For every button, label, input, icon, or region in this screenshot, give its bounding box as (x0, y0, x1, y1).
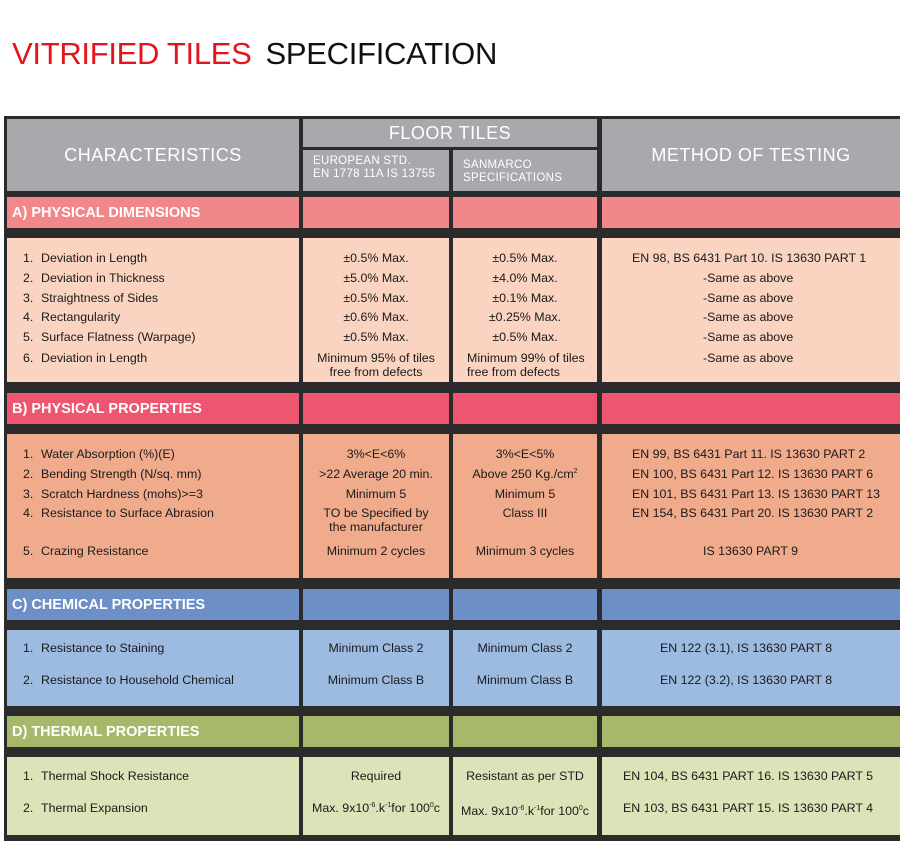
section-b-title: B) PHYSICAL PROPERTIES (7, 393, 299, 424)
section-b-european (303, 434, 449, 578)
table-cell: Minimum 5 (345, 487, 407, 501)
list-item: 1. Water Absorption (%)(E) (23, 447, 175, 461)
list-item: 6. Deviation in Length (23, 351, 148, 365)
section-a-title: A) PHYSICAL DIMENSIONS (7, 197, 299, 228)
section-d-method (602, 757, 900, 835)
list-item: 2. Resistance to Household Chemical (23, 673, 234, 687)
section-a-band-sm (453, 197, 597, 228)
section-c-title: C) CHEMICAL PROPERTIES (7, 589, 299, 620)
section-d-european (303, 757, 449, 835)
section-d-title: D) THERMAL PROPERTIES (7, 716, 299, 747)
table-cell: EN 122 (3.1), IS 13630 PART 8 (660, 641, 833, 655)
title-product: VITRIFIED TILES (12, 36, 252, 71)
section-d-characteristics (7, 757, 299, 835)
list-item: 5. Crazing Resistance (23, 544, 149, 558)
table-cell: Above 250 $Kg./cm^2$ (472, 467, 578, 481)
title-spec: SPECIFICATION (265, 36, 498, 71)
list-item: 3. Straightness of Sides (23, 291, 159, 305)
table-cell: Minimum 3 cycles (475, 544, 575, 558)
list-item: 2. Deviation in Thickness (23, 271, 165, 285)
table-cell: EN 99, BS 6431 Part 11. IS 13630 PART 2 (632, 447, 866, 461)
table-cell: EN 122 (3.2), IS 13630 PART 8 (660, 673, 833, 687)
table-cell: -Same as above (703, 330, 794, 344)
table-cell: Required (350, 769, 402, 783)
section-c-sanmarco (453, 630, 597, 706)
table-cell: EN 101, BS 6431 Part 13. IS 13630 PART 13 (632, 487, 880, 501)
section-a-sanmarco (453, 238, 597, 382)
section-a-band-method (602, 197, 900, 228)
table-cell: free from defects (329, 365, 423, 379)
list-item: 5. Surface Flatness (Warpage) (23, 330, 196, 344)
header-characteristics: CHARACTERISTICS (7, 119, 299, 191)
section-d-band-sm (453, 716, 597, 747)
table-cell: IS 13630 PART 9 (703, 544, 799, 558)
table-cell: ±0.25% Max. (488, 310, 562, 324)
table-cell: Minimum Class 2 (477, 641, 573, 655)
table-cell: ±0.1% Max. (492, 291, 558, 305)
section-b-band-sm (453, 393, 597, 424)
section-a-method (602, 238, 900, 382)
list-item: 4. Rectangularity (23, 310, 121, 324)
section-c-band-sm (453, 589, 597, 620)
header-floor-tiles: FLOOR TILES (303, 119, 597, 147)
section-b-characteristics (7, 434, 299, 578)
table-cell: ±0.6% Max. (343, 310, 409, 324)
header-sanmarco (453, 150, 597, 191)
section-a-european (303, 238, 449, 382)
table-cell: >22 Average 20 min. (319, 467, 433, 481)
section-b-band-eu (303, 393, 449, 424)
sanmarco-line1: SANMARCO (463, 159, 532, 171)
list-item: 1. Resistance to Staining (23, 641, 165, 655)
table-cell: -Same as above (703, 291, 794, 305)
table-cell: EN 154, BS 6431 Part 20. IS 13630 PART 2 (632, 506, 874, 520)
section-c-band-method (602, 589, 900, 620)
section-c-characteristics (7, 630, 299, 706)
sanmarco-line2: SPECIFICATIONS (463, 172, 563, 184)
section-b-method (602, 434, 900, 578)
table-cell: Minimum 99% of tiles (467, 351, 585, 365)
european-std-line1: EUROPEAN STD. (313, 155, 411, 167)
table-cell: Minimum 95% of tiles (317, 351, 435, 365)
table-cell: ±5.0% Max. (343, 271, 409, 285)
section-a-characteristics (7, 238, 299, 382)
list-item: 2. Bending Strength (N/sq. mm) (23, 467, 202, 481)
table-cell: Max. $9x10^{-6}.k^{-1}for$ $100^0c$ (312, 801, 440, 815)
section-c-european (303, 630, 449, 706)
section-a-band-eu (303, 197, 449, 228)
table-cell: ±0.5% Max. (492, 251, 558, 265)
table-cell: -Same as above (703, 351, 794, 365)
list-item: 3. Scratch Hardness (mohs)>=3 (23, 487, 203, 501)
section-b-sanmarco (453, 434, 597, 578)
list-item: 1. Deviation in Length (23, 251, 148, 265)
header-method: METHOD OF TESTING (602, 119, 900, 191)
table-cell: ±4.0% Max. (492, 271, 558, 285)
table-cell: ±0.5% Max. (343, 330, 409, 344)
european-std-line2: EN 1778 11A IS 13755 (313, 168, 436, 180)
table-cell: ±0.5% Max. (343, 291, 409, 305)
table-cell: TO be Specified by (323, 506, 429, 520)
list-item: 2. Thermal Expansion (23, 801, 148, 815)
table-cell: -Same as above (703, 271, 794, 285)
table-cell: 3%<E<5% (495, 447, 555, 461)
section-d-band-method (602, 716, 900, 747)
table-cell: EN 100, BS 6431 Part 12. IS 13630 PART 6 (632, 467, 874, 481)
table-cell: EN 104, BS 6431 PART 16. IS 13630 PART 5 (623, 769, 874, 783)
table-cell: Minimum Class B (476, 673, 574, 687)
list-item: 1. Thermal Shock Resistance (23, 769, 190, 783)
table-cell: ±0.5% Max. (492, 330, 558, 344)
table-cell: Minimum Class B (327, 673, 425, 687)
section-c-method (602, 630, 900, 706)
section-b-band-method (602, 393, 900, 424)
table-cell: 3%<E<6% (346, 447, 406, 461)
table-cell: Minimum 5 (494, 487, 556, 501)
table-cell: Max. $9x10^{-6}.k^{-1}for$ $100^0c$ (461, 804, 589, 818)
page-title (12, 36, 497, 72)
header-european-std (303, 150, 449, 191)
table-cell: ±0.5% Max. (343, 251, 409, 265)
table-cell: Class III (502, 506, 548, 520)
table-cell: free from defects (467, 365, 560, 379)
table-cell: Minimum Class 2 (328, 641, 424, 655)
section-d-sanmarco (453, 757, 597, 835)
table-cell: the manufacturer (329, 520, 423, 534)
table-cell: Resistant as per STD (466, 769, 584, 783)
table-cell: EN 98, BS 6431 Part 10. IS 13630 PART 1 (632, 251, 867, 265)
section-d-band-eu (303, 716, 449, 747)
table-cell: EN 103, BS 6431 PART 15. IS 13630 PART 4 (623, 801, 874, 815)
section-c-band-eu (303, 589, 449, 620)
list-item: 4. Resistance to Surface Abrasion (23, 506, 214, 520)
table-cell: -Same as above (703, 310, 794, 324)
spec-table (4, 116, 900, 841)
table-cell: Minimum 2 cycles (326, 544, 426, 558)
